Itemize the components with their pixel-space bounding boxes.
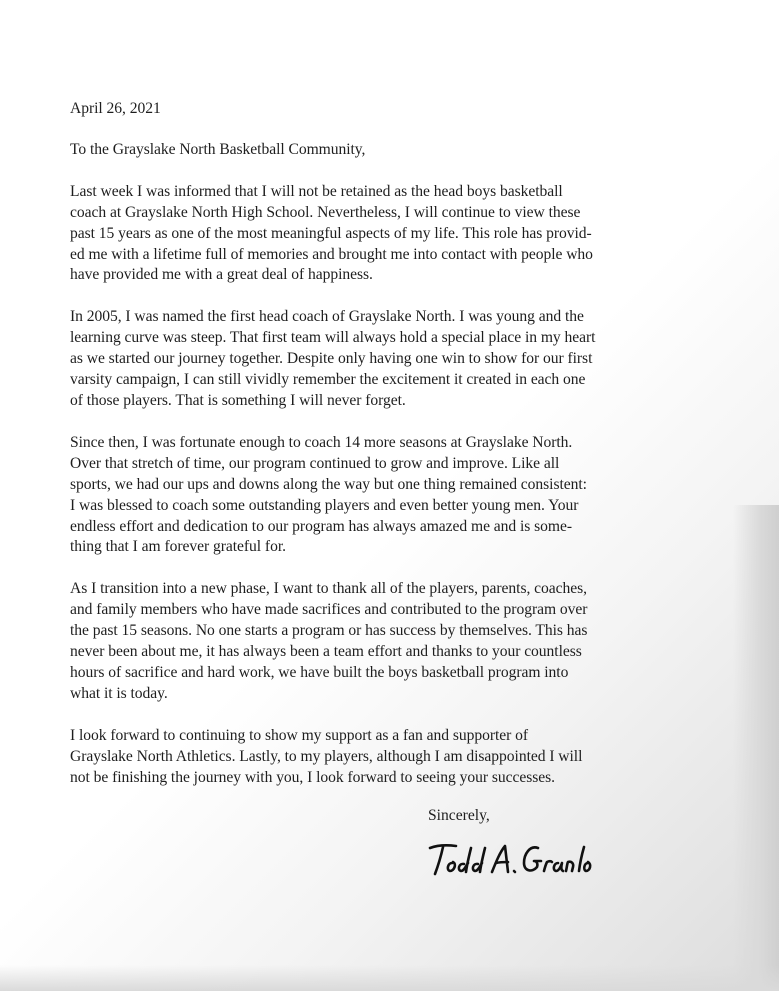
- letter-paragraph-5: I look forward to continuing to show my support as a fan and supporter of Grayslake North Athletics. Lastly, to my players, although I am disappointed I will not be finishing the journey with you, I look forward to seeing your successes.: [70, 726, 583, 786]
- handwritten-signature: [424, 836, 594, 888]
- page-edge-shadow-bottom: [0, 965, 779, 991]
- letter-closing: Sincerely,: [428, 807, 490, 824]
- letter-paragraph-4: As I transition into a new phase, I want to thank all of the players, parents, coaches, and family members who have made sacrifices and contributed to the program over the past 15 seasons. No one starts a program or has success by themselves. This has never been about me, it has always been a team effort and thanks to your countless hours of sacrifice and hard work, we have built the boys basketball program into what it is today.: [70, 580, 588, 702]
- page-edge-shadow-right: [733, 505, 779, 991]
- letter-date: April 26, 2021: [70, 100, 161, 117]
- letter-salutation: To the Grayslake North Basketball Community,: [70, 140, 366, 158]
- letter-body: [70, 99, 670, 809]
- letter-paragraph-2: In 2005, I was named the first head coach of Grayslake North. I was young and the learning curve was steep. That first team will always hold a special place in my heart as we started our journey together. Despite only having one win to show for our first varsity campaign, I can still vividly remember the excitement it created in each one of those players. That is something I will never forget.: [70, 308, 596, 409]
- letter-paragraph-3: Since then, I was fortunate enough to coach 14 more seasons at Grayslake North. Over that stretch of time, our program continued to grow and improve. Like all sports, we had our ups and downs along the way but one thing remained consistent: I was blessed to coach some outstanding players and even better young men. Your endless effort and dedication to our program has always amazed me and is some- thing that I am forever grateful for.: [70, 433, 587, 556]
- letter-paragraph-1: Last week I was informed that I will not be retained as the head boys basketball coach at Grayslake North High School. Nevertheless, I will continue to view these past 15 years as one of the most meaningful aspects of my life. This role has provid- ed me with a lifetime full of memories and brought me into contact with people who have provided me with a great deal of happiness.: [70, 182, 593, 284]
